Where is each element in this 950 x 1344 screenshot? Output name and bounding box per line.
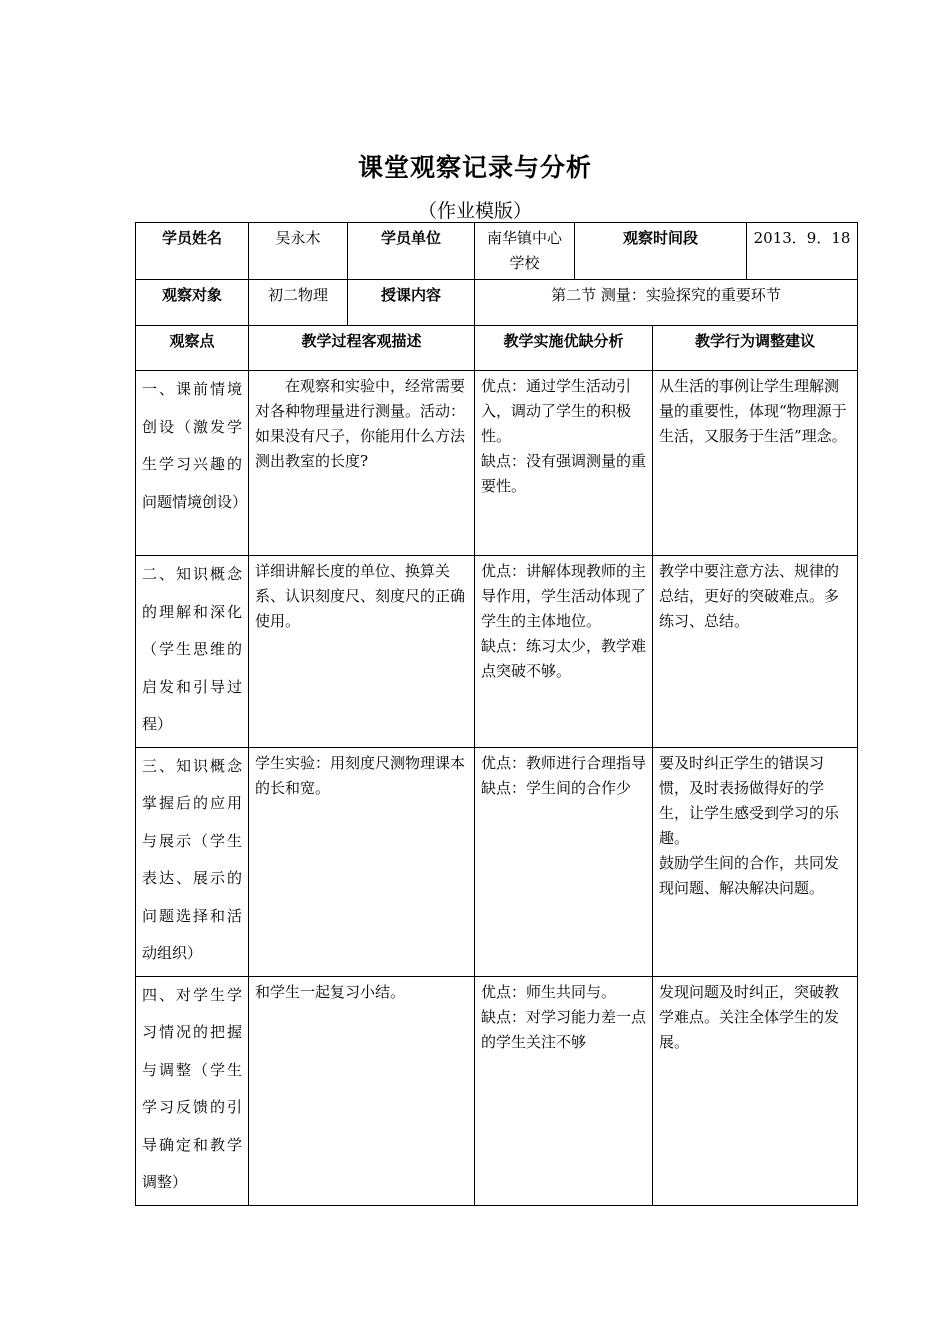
header-suggestion: 教学行为调整建议 (653, 326, 858, 371)
table-row (136, 556, 858, 748)
observation-point: 三、知识概念掌握后的应用与展示（学生表达、展示的问题选择和活动组织） (136, 747, 249, 976)
document-title: 课堂观察记录与分析 (357, 153, 592, 182)
table-row (136, 976, 858, 1205)
analysis-cell (475, 556, 653, 748)
observation-point: 四、对学生学习情况的把握与调整（学生学习反馈的引导确定和教学调整） (136, 976, 249, 1205)
info-row-2 (136, 280, 858, 326)
document-subtitle: （作业模版） (417, 200, 532, 222)
suggestion-cell (653, 747, 858, 976)
description-text: 学生实验：用刻度尺测物理课本的长和宽。 (255, 753, 466, 797)
description-cell (249, 976, 475, 1205)
header-description: 教学过程客观描述 (249, 326, 475, 371)
table-row (136, 747, 858, 976)
analysis-pro: 优点：师生共同与。 (481, 982, 617, 1001)
header-analysis: 教学实施优缺分析 (475, 326, 653, 371)
object-label: 观察对象 (136, 280, 249, 326)
analysis-cell (475, 371, 653, 556)
suggestion-text: 发现问题及时纠正，突破教学难点。关注全体学生的发展。 (659, 982, 840, 1051)
description-text: 在观察和实验中，经常需要对各种物理量进行测量。活动：如果没有尺子，你能用什么方法测出教室的长度? (255, 377, 466, 470)
suggestion-text-2: 鼓励学生间的合作，共同发现问题、解决解决问题。 (659, 853, 840, 897)
analysis-pro: 优点：讲解体现教师的主导作用，学生活动体现了学生的主体地位。 (481, 562, 647, 630)
header-row (136, 326, 858, 371)
time-label: 观察时间段 (575, 223, 747, 280)
description-cell (249, 371, 475, 556)
table-row (136, 371, 858, 556)
analysis-cell (475, 747, 653, 976)
description-text: 详细讲解长度的单位、换算关系、认识刻度尺、刻度尺的正确使用。 (255, 562, 466, 630)
description-cell (249, 556, 475, 748)
observation-table (135, 222, 858, 1206)
description-cell (249, 747, 475, 976)
analysis-con: 缺点：对学习能力差一点的学生关注不够 (481, 1007, 647, 1051)
analysis-pro: 优点：教师进行合理指导 (481, 753, 647, 772)
observation-point: 一、课前情境创设（激发学生学习兴趣的问题情境创设） (136, 371, 249, 556)
content-label: 授课内容 (348, 280, 475, 326)
analysis-cell (475, 976, 653, 1205)
unit-value: 南华镇中心学校 (475, 223, 575, 280)
name-value: 吴永木 (249, 223, 348, 280)
observation-point: 二、知识概念的理解和深化（学生思维的启发和引导过程） (136, 556, 249, 748)
suggestion-text: 教学中要注意方法、规律的总结，更好的突破难点。多练习、总结。 (659, 562, 840, 630)
suggestion-cell (653, 556, 858, 748)
description-text: 和学生一起复习小结。 (255, 982, 406, 1001)
suggestion-cell (653, 371, 858, 556)
analysis-pro: 优点：通过学生活动引入，调动了学生的积极性。 (481, 377, 632, 445)
info-row-1 (136, 223, 858, 280)
header-observation-point: 观察点 (136, 326, 249, 371)
suggestion-text: 从生活的事例让学生理解测量的重要性，体现“物理源于生活，又服务于生活”理念。 (659, 377, 847, 445)
analysis-con: 缺点：学生间的合作少 (481, 778, 632, 797)
time-value: 2013．9．18 (747, 223, 858, 280)
suggestion-cell (653, 976, 858, 1205)
analysis-con: 缺点：没有强调测量的重要性。 (481, 452, 647, 495)
object-value: 初二物理 (249, 280, 348, 326)
content-value: 第二节 测量：实验探究的重要环节 (475, 280, 858, 326)
unit-label: 学员单位 (348, 223, 475, 280)
analysis-con: 缺点：练习太少，教学难点突破不够。 (481, 637, 647, 680)
suggestion-text: 要及时纠正学生的错误习惯，及时表扬做得好的学生，让学生感受到学习的乐趣。 (659, 753, 840, 847)
name-label: 学员姓名 (136, 223, 249, 280)
